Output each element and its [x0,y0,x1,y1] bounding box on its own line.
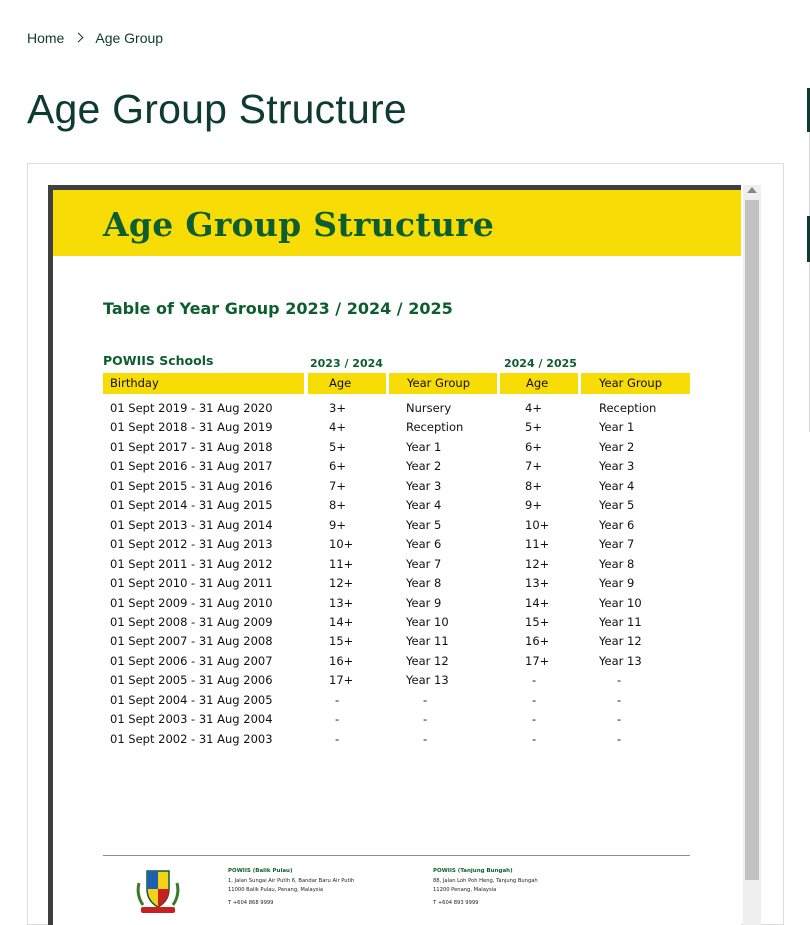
cell-year-group-2024-2025: - [617,673,622,688]
cell-age-2023-2024: 11+ [329,556,354,571]
cell-age-2024-2025: 13+ [525,576,550,591]
cell-birthday: 01 Sept 2008 - 31 Aug 2009 [110,614,273,629]
cell-age-2024-2025: 6+ [525,439,542,454]
pdf-viewer[interactable] [48,185,741,925]
cell-age-2024-2025: 8+ [525,478,542,493]
cell-age-2024-2025: 11+ [525,537,550,552]
cell-birthday: 01 Sept 2006 - 31 Aug 2007 [110,653,273,668]
header-age-2 [500,373,578,394]
campus-1-address-line2: 11000 Balik Pulau, Penang, Malaysia [228,887,324,893]
cell-year-group-2024-2025: Year 9 [599,576,635,591]
document-embed-frame [27,163,784,925]
campus-2-address-line2: 11200 Penang, Malaysia [433,887,497,893]
cell-age-2024-2025: 10+ [525,517,550,532]
cell-age-2024-2025: 14+ [525,595,550,610]
cell-year-group-2024-2025: Year 4 [599,478,635,493]
breadcrumb-home-link[interactable]: Home [27,30,65,46]
cell-year-group-2024-2025: - [617,712,622,727]
pdf-scrollbar[interactable] [743,185,761,925]
cell-birthday: 01 Sept 2005 - 31 Aug 2006 [110,673,273,688]
cell-age-2023-2024: 16+ [329,653,354,668]
cell-age-2024-2025: 5+ [525,420,542,435]
cell-age-2023-2024: - [335,712,340,727]
cell-age-2024-2025: 4+ [525,401,542,415]
cell-year-group-2024-2025: Reception [599,401,657,415]
cell-age-2024-2025: 9+ [525,498,542,513]
campus-2-name: POWIIS (Tanjung Bungah) [433,868,513,874]
cell-birthday: 01 Sept 2009 - 31 Aug 2010 [110,595,273,610]
cell-year-group-2024-2025: Year 5 [599,498,635,513]
cell-year-group-2023-2024: Year 4 [406,498,442,513]
cell-year-group-2023-2024: Year 6 [406,537,442,552]
cell-birthday: 01 Sept 2016 - 31 Aug 2017 [110,459,273,474]
year-heading-2023-2024: 2023 / 2024 [310,357,383,370]
cell-age-2023-2024: 7+ [329,478,346,493]
cell-year-group-2023-2024: Year 9 [406,595,442,610]
cell-birthday: 01 Sept 2014 - 31 Aug 2015 [110,498,273,513]
campus-2-phone: T +604 893 9999 [433,900,479,906]
cell-year-group-2023-2024: Year 3 [406,478,442,493]
header-age-2-label: Age [526,376,549,390]
cell-year-group-2023-2024: Nursery [406,401,452,415]
cell-year-group-2023-2024: Year 7 [406,556,442,571]
cell-age-2023-2024: 10+ [329,537,354,552]
cell-year-group-2024-2025: Year 12 [599,634,642,649]
cell-year-group-2023-2024: Year 12 [406,653,449,668]
campus-1-name: POWIIS (Balik Pulau) [228,868,293,874]
cell-year-group-2024-2025: Year 3 [599,459,635,474]
document-subtitle: Table of Year Group 2023 / 2024 / 2025 [103,299,453,318]
cell-age-2023-2024: 9+ [329,517,346,532]
scroll-up-arrow-icon[interactable] [747,187,757,193]
cell-age-2023-2024: 6+ [329,459,346,474]
cell-year-group-2024-2025: - [617,692,622,707]
cell-age-2023-2024: - [335,731,340,746]
cell-age-2023-2024: 17+ [329,673,354,688]
campus-1-phone: T +604 868 9999 [228,900,274,906]
cell-year-group-2024-2025: Year 2 [599,439,635,454]
document-banner-title: Age Group Structure [103,205,495,244]
cell-year-group-2023-2024: Year 11 [406,634,449,649]
cell-age-2023-2024: 14+ [329,614,354,629]
cell-age-2024-2025: 15+ [525,614,550,629]
cell-birthday: 01 Sept 2010 - 31 Aug 2011 [110,576,273,591]
cell-age-2024-2025: 12+ [525,556,550,571]
header-birthday-label: Birthday [110,376,159,390]
cell-year-group-2024-2025: Year 8 [599,556,635,571]
cell-age-2023-2024: 12+ [329,576,354,591]
cell-birthday: 01 Sept 2017 - 31 Aug 2018 [110,439,273,454]
header-year-group-2-label: Year Group [599,376,663,390]
cell-year-group-2023-2024: Year 5 [406,517,442,532]
cell-year-group-2023-2024: Year 1 [406,439,442,454]
cell-birthday: 01 Sept 2013 - 31 Aug 2014 [110,517,273,532]
cell-age-2023-2024: 13+ [329,595,354,610]
cell-birthday: 01 Sept 2003 - 31 Aug 2004 [110,712,273,727]
cell-year-group-2023-2024: - [423,692,428,707]
cell-year-group-2023-2024: - [423,712,428,727]
cell-birthday: 01 Sept 2015 - 31 Aug 2016 [110,478,273,493]
cell-birthday: 01 Sept 2012 - 31 Aug 2013 [110,537,273,552]
cell-year-group-2023-2024: Year 8 [406,576,442,591]
year-heading-2024-2025: 2024 / 2025 [504,357,577,370]
pdf-page [53,190,741,925]
cell-age-2024-2025: 7+ [525,459,542,474]
cell-birthday: 01 Sept 2019 - 31 Aug 2020 [110,401,273,415]
header-age-1-label: Age [329,376,352,390]
cell-year-group-2023-2024: Reception [406,420,464,435]
cell-age-2023-2024: 15+ [329,634,354,649]
cell-year-group-2024-2025: - [617,731,622,746]
cell-birthday: 01 Sept 2007 - 31 Aug 2008 [110,634,273,649]
scrollbar-thumb[interactable] [745,200,759,880]
cell-year-group-2024-2025: Year 13 [599,653,642,668]
cell-age-2023-2024: 8+ [329,498,346,513]
cell-year-group-2023-2024: Year 2 [406,459,442,474]
header-year-group-2 [581,373,690,394]
page-title: Age Group Structure [27,86,407,132]
breadcrumb [27,30,163,46]
campus-2-address-line1: 88, Jalan Loh Poh Heng, Tanjung Bungah [433,878,538,884]
cell-year-group-2024-2025: Year 6 [599,517,635,532]
cell-birthday: 01 Sept 2018 - 31 Aug 2019 [110,420,273,435]
breadcrumb-current[interactable]: Age Group [95,30,164,46]
cell-age-2024-2025: - [532,712,537,727]
cell-year-group-2023-2024: Year 13 [406,673,449,688]
header-birthday [103,373,304,394]
header-year-group-1 [389,373,497,394]
school-crest-icon [135,867,181,915]
cell-age-2023-2024: 3+ [329,401,346,415]
cell-year-group-2023-2024: - [423,731,428,746]
cell-birthday: 01 Sept 2004 - 31 Aug 2005 [110,692,273,707]
cell-year-group-2024-2025: Year 11 [599,614,642,629]
document-banner [53,190,741,256]
cell-year-group-2023-2024: Year 10 [406,614,449,629]
school-label: POWIIS Schools [103,353,214,368]
campus-1-address-line1: 1, Jalan Sungai Air Putih 6, Bandar Baru Air Putih [228,878,355,884]
cell-year-group-2024-2025: Year 7 [599,537,635,552]
cell-birthday: 01 Sept 2002 - 31 Aug 2003 [110,731,273,746]
chevron-right-icon [74,32,86,44]
header-year-group-1-label: Year Group [407,376,471,390]
cell-age-2024-2025: - [532,673,537,688]
cell-age-2023-2024: 4+ [329,420,346,435]
cell-year-group-2024-2025: Year 1 [599,420,635,435]
header-age-1 [308,373,386,394]
cell-birthday: 01 Sept 2011 - 31 Aug 2012 [110,556,273,571]
cell-year-group-2024-2025: Year 10 [599,595,642,610]
footer-divider [103,855,690,856]
cell-age-2024-2025: 17+ [525,653,550,668]
cell-age-2023-2024: - [335,692,340,707]
cell-age-2023-2024: 5+ [329,439,346,454]
cell-age-2024-2025: - [532,692,537,707]
cell-age-2024-2025: - [532,731,537,746]
cell-age-2024-2025: 16+ [525,634,550,649]
